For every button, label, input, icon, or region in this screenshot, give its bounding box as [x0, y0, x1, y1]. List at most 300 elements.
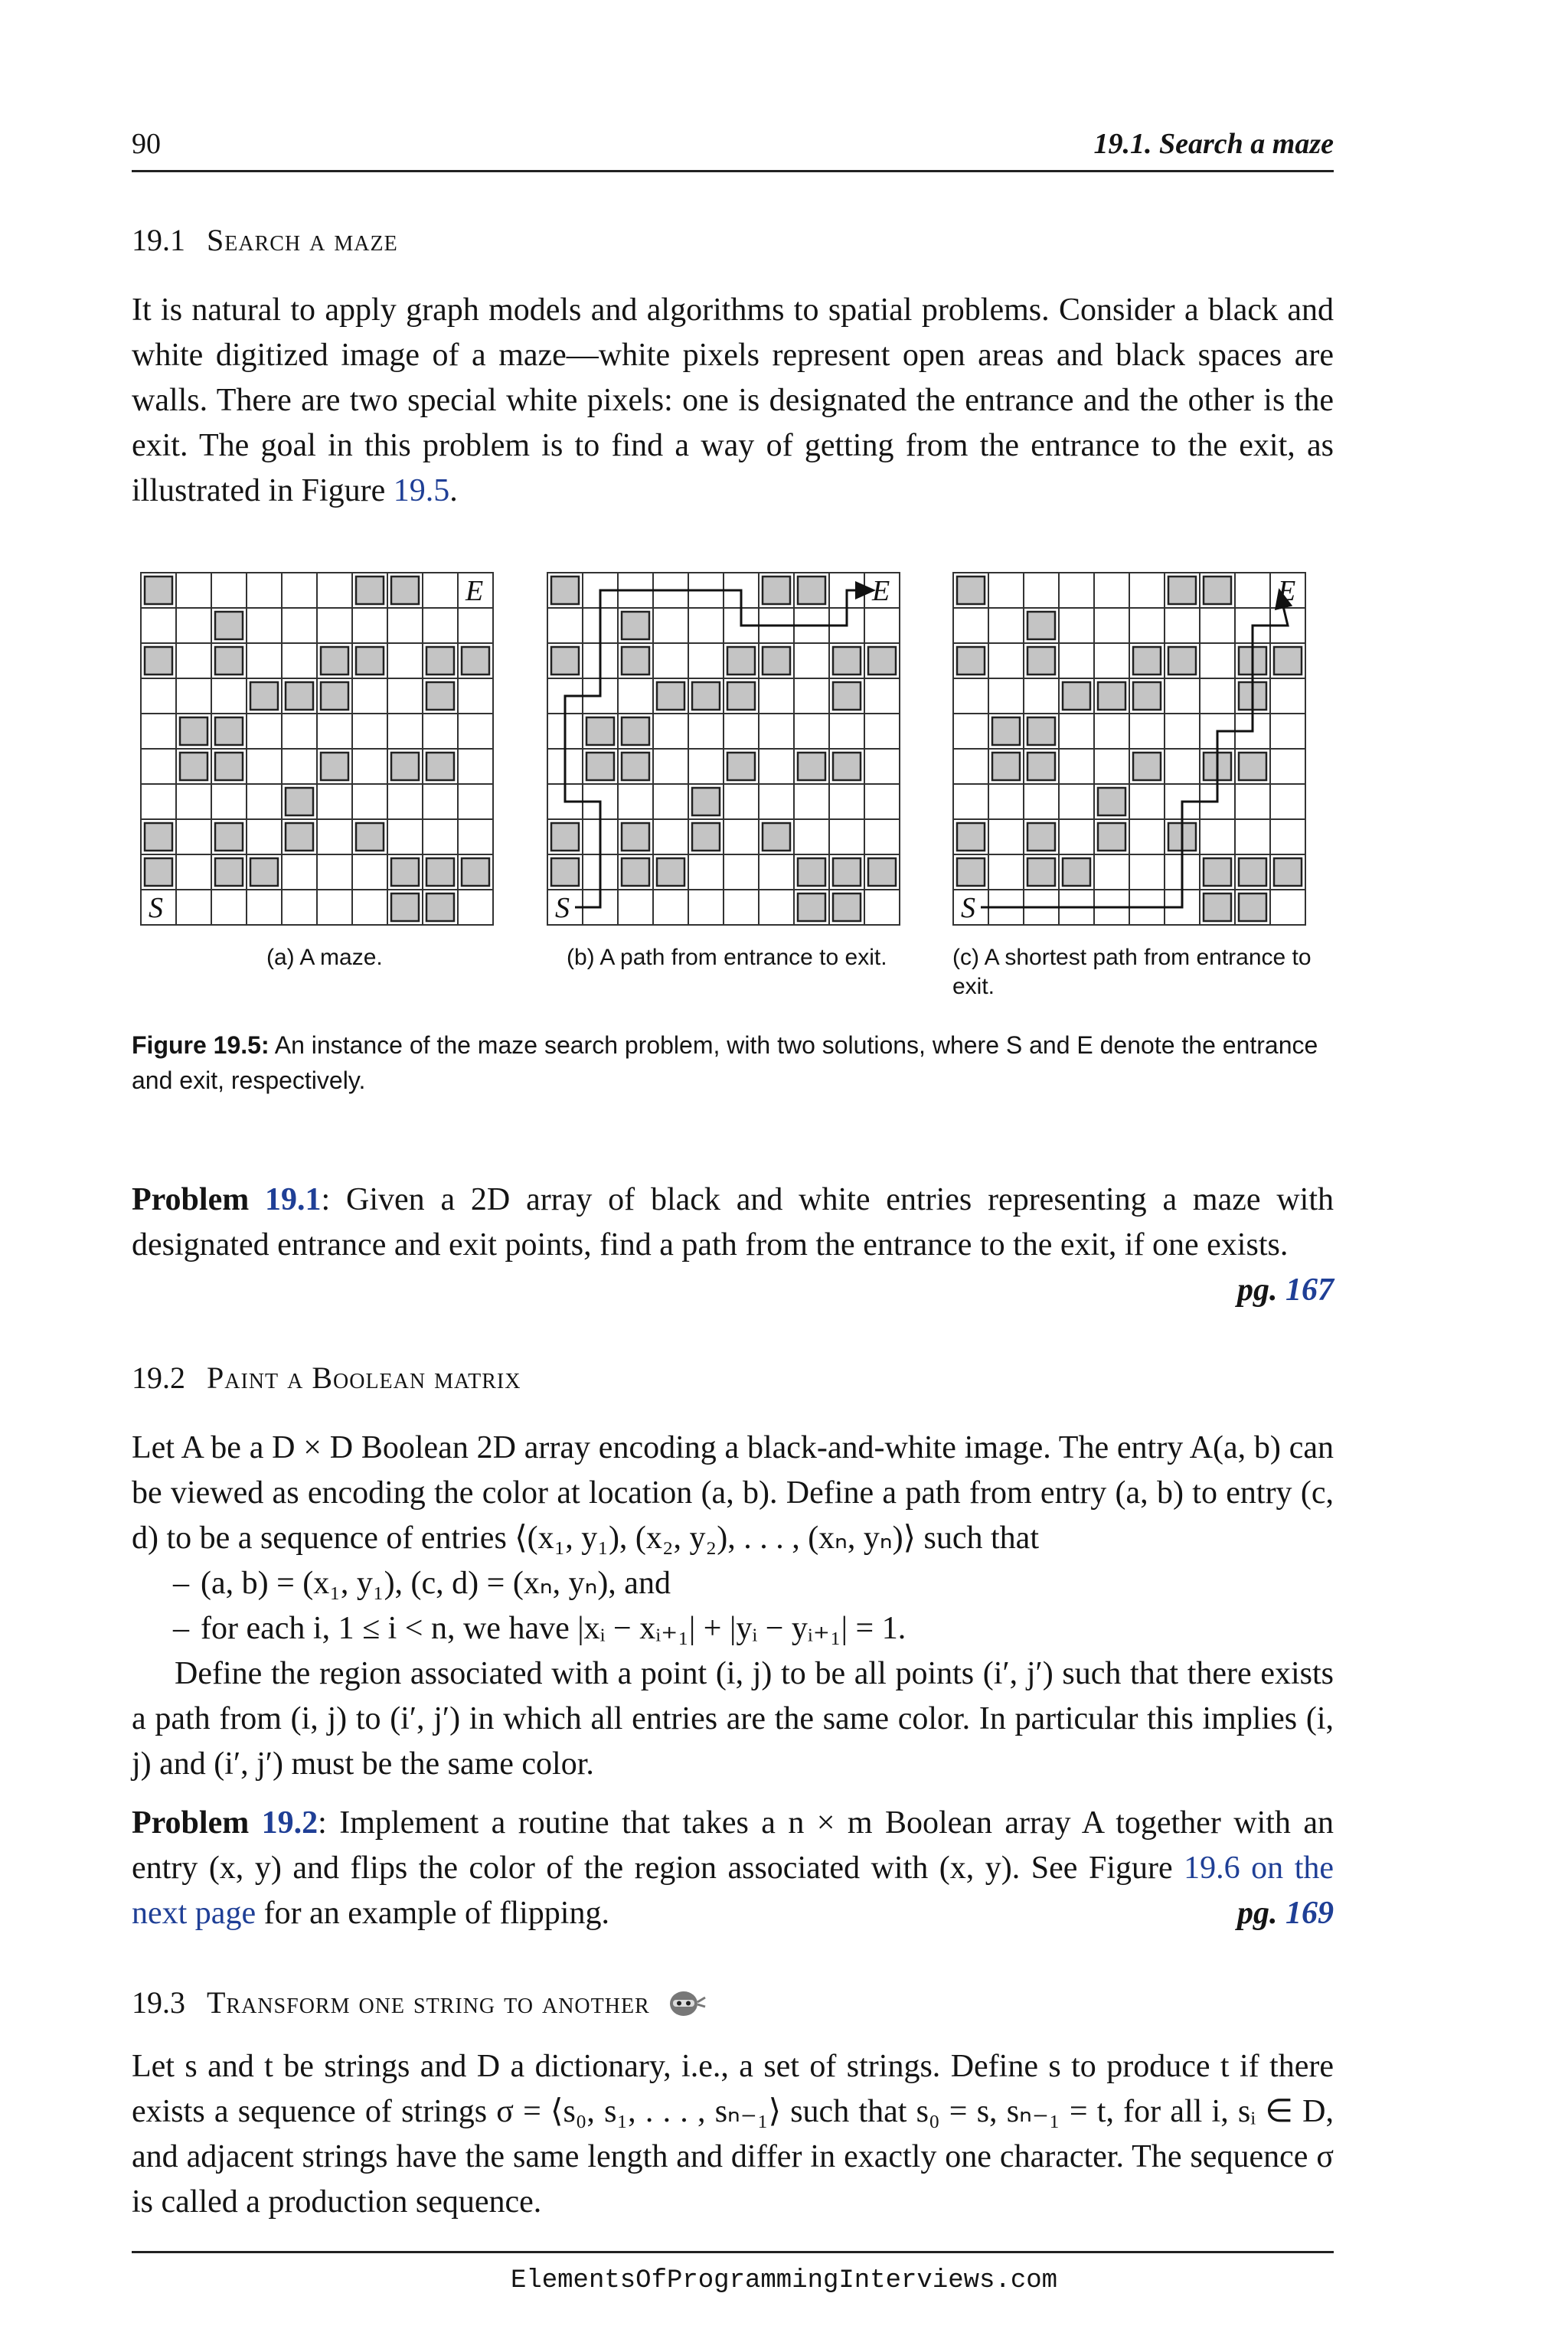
maze-cell [1165, 749, 1200, 784]
maze-wall-cell [833, 647, 861, 675]
maze-wall-cell [763, 577, 790, 604]
maze-wall-cell [727, 753, 755, 780]
maze-cell [864, 784, 900, 819]
figure-caption-text: An instance of the maze search problem, with two solutions, where S and E denote the entrance and exit, respectively. [132, 1031, 1318, 1094]
next-page-link[interactable]: on the next page [132, 1851, 1334, 1931]
maze-cell [724, 714, 759, 749]
maze-wall-cell [622, 823, 649, 851]
maze-cell [1129, 714, 1165, 749]
maze-cell [794, 784, 829, 819]
problem-label: Problem [132, 1182, 250, 1217]
maze-cell [282, 890, 317, 925]
maze-wall-cell [391, 577, 419, 604]
maze-wall-cell [391, 858, 419, 886]
maze-cell [211, 678, 247, 714]
maze-wall-cell [692, 682, 720, 710]
maze-cell [953, 608, 988, 643]
maze-cell [141, 608, 176, 643]
page-169-link[interactable]: 169 [1285, 1896, 1334, 1931]
subcaption-b: (b) A path from entrance to exit. [567, 945, 887, 970]
maze-wall-cell [957, 823, 985, 851]
maze-wall-cell [180, 753, 207, 780]
maze-cell [653, 643, 688, 678]
figure-19-6-link[interactable]: 19.6 [1184, 1851, 1240, 1886]
maze-cell [176, 573, 211, 608]
maze-cell [1270, 678, 1305, 714]
maze-cell [176, 643, 211, 678]
maze-wall-cell [833, 753, 861, 780]
page-ref [1237, 1268, 1334, 1313]
entrance-label: S [149, 892, 163, 924]
maze-cell [317, 573, 352, 608]
maze-wall-cell [286, 682, 313, 710]
maze-cell [547, 608, 583, 643]
maze-cell [724, 890, 759, 925]
maze-cell [618, 678, 653, 714]
maze-wall-cell [1027, 647, 1055, 675]
production-paragraph: Let s and t be strings and D a dictionary, i.e., a set of strings. Define s to produce t if there exists a sequence of strings σ = ⟨s₀, s₁, . . . , sₙ₋₁⟩ such that s₀ = s, sₙ₋₁ = t, for all i, sᵢ ∈ D, and adjacent strings have the same length and differ in exactly one character. The sequence σ is called a production sequence. [132, 2049, 1334, 2220]
maze-cell [1129, 608, 1165, 643]
maze-wall-cell [957, 858, 985, 886]
maze-cell [387, 784, 423, 819]
maze-wall-cell [215, 647, 243, 675]
maze-wall-cell [868, 858, 896, 886]
maze-cell [794, 678, 829, 714]
exit-label: E [1278, 575, 1296, 607]
maze-wall-cell [833, 893, 861, 921]
maze-wall-cell [1027, 753, 1055, 780]
maze-cell [864, 749, 900, 784]
maze-wall-cell [215, 612, 243, 639]
maze-cell [387, 643, 423, 678]
maze-cell [988, 608, 1024, 643]
maze-cell [247, 784, 282, 819]
maze-cell [688, 890, 724, 925]
maze-cell [423, 608, 458, 643]
maze-cell [864, 678, 900, 714]
maze-cell [423, 573, 458, 608]
maze-cell [176, 854, 211, 890]
maze-wall-cell [957, 647, 985, 675]
maze-wall-cell [391, 753, 419, 780]
figure-caption-label: Figure 19.5: [132, 1031, 270, 1059]
maze-cell [282, 749, 317, 784]
maze-cell [317, 784, 352, 819]
maze-cell [794, 819, 829, 854]
maze-cell [247, 714, 282, 749]
maze-cell [1094, 643, 1129, 678]
maze-wall-cell [1239, 858, 1266, 886]
maze-cell [953, 714, 988, 749]
maze-cell [688, 643, 724, 678]
maze-wall-cell [727, 647, 755, 675]
maze-cell [759, 854, 794, 890]
maze-cell [1024, 573, 1059, 608]
maze-wall-cell [215, 823, 243, 851]
maze-cell [352, 749, 387, 784]
maze-wall-cell [763, 823, 790, 851]
maze-cell [141, 784, 176, 819]
maze-cell [988, 678, 1024, 714]
maze-wall-cell [798, 753, 825, 780]
section-heading-19-3 [132, 1984, 707, 2020]
maze-cell [988, 784, 1024, 819]
maze-cell [387, 678, 423, 714]
maze-cell [864, 714, 900, 749]
maze-wall-cell [321, 753, 348, 780]
maze-cell [1129, 854, 1165, 890]
maze-wall-cell [622, 647, 649, 675]
maze-wall-cell [1133, 647, 1161, 675]
maze-cell [953, 749, 988, 784]
maze-cell [653, 890, 688, 925]
figure-19-5 [132, 567, 1334, 965]
maze-wall-cell [727, 682, 755, 710]
maze-cell [282, 714, 317, 749]
maze-cell [1200, 819, 1235, 854]
maze-wall-cell [622, 858, 649, 886]
maze-wall-cell [1098, 788, 1125, 815]
maze-cell [176, 819, 211, 854]
maze-wall-cell [551, 647, 579, 675]
maze-cell [688, 749, 724, 784]
footer-url[interactable]: ElementsOfProgrammingInterviews.com [510, 2266, 1058, 2295]
maze-cell [688, 854, 724, 890]
maze-cell [988, 819, 1024, 854]
page-ref [1237, 1891, 1334, 1936]
maze-cell [1059, 608, 1094, 643]
maze-cell [423, 819, 458, 854]
maze-cell [1024, 784, 1059, 819]
maze-wall-cell [798, 893, 825, 921]
entrance-label: S [555, 892, 570, 924]
maze-cell [282, 573, 317, 608]
maze-cell [1094, 608, 1129, 643]
maze-wall-cell [657, 858, 684, 886]
maze-cell [953, 678, 988, 714]
maze-wall-cell [426, 682, 454, 710]
maze-cell [653, 784, 688, 819]
intro-text: It is natural to apply graph models and algorithms to spatial problems. Consider a black and white digitized image of a maze—white pixels represent open areas and black spaces are walls. There are two special white pixels: one is designated the entrance and the other is the exit. The goal in this problem is to find a way of getting from the entrance to the exit, as illustrated in Figure [132, 292, 1334, 508]
maze-cell [1094, 573, 1129, 608]
maze-wall-cell [551, 577, 579, 604]
maze-wall-cell [1274, 858, 1302, 886]
maze-cell [1059, 643, 1094, 678]
ninja-icon [667, 1988, 707, 2019]
maze-wall-cell [215, 858, 243, 886]
maze-cell [458, 819, 493, 854]
maze-cell [1094, 714, 1129, 749]
section-number: 19.3 [132, 1985, 185, 2020]
maze-wall-cell [462, 858, 489, 886]
region-paragraph: Define the region associated with a point (i, j) to be all points (i′, j′) such that there exists a path from (i, j) to (i′, j′) in which all entries are the same color. In particular this implies (i, j) and (i′, j′) must be the same color. [132, 1656, 1334, 1782]
maze-cell [688, 608, 724, 643]
maze-cell [282, 854, 317, 890]
maze-cell [317, 819, 352, 854]
maze-cell [458, 749, 493, 784]
section-19-1-body [132, 288, 1334, 514]
maze-cell [387, 714, 423, 749]
maze-wall-cell [622, 717, 649, 745]
maze-cell [724, 854, 759, 890]
maze-wall-cell [1063, 682, 1090, 710]
maze-cell [653, 749, 688, 784]
maze-wall-cell [462, 647, 489, 675]
maze-figure [132, 567, 1334, 965]
maze-wall-cell [215, 717, 243, 745]
problem-19-2-text-a: : Implement a routine that takes a n × m Boolean array A together with an entry (x, y) and flips the color of the region associated with (x, y). See Figure [132, 1805, 1334, 1886]
section-19-3-body [132, 2044, 1334, 2225]
maze-cell [618, 784, 653, 819]
maze-cell [247, 819, 282, 854]
exit-label: E [466, 575, 484, 607]
maze-cell [759, 890, 794, 925]
maze-cell [141, 714, 176, 749]
maze-wall-cell [992, 717, 1020, 745]
maze-cell [1129, 784, 1165, 819]
maze-wall-cell [286, 823, 313, 851]
problem-19-2-text-b: for an example of flipping. [256, 1896, 609, 1931]
maze-wall-cell [250, 858, 278, 886]
maze-cell [724, 819, 759, 854]
maze-cell [618, 890, 653, 925]
maze-wall-cell [868, 647, 896, 675]
exit-label: E [872, 575, 890, 607]
maze-cell [352, 714, 387, 749]
maze-cell [176, 678, 211, 714]
intro-text-end: . [449, 473, 458, 508]
page-167-link[interactable]: 167 [1285, 1272, 1334, 1308]
page-ref-label: pg. [1237, 1896, 1278, 1931]
maze-cell [864, 819, 900, 854]
section-title: Paint a Boolean matrix [207, 1361, 521, 1395]
maze-cell [352, 854, 387, 890]
maze-cell [724, 784, 759, 819]
maze-cell [1165, 678, 1200, 714]
problem-19-2-link[interactable]: 19.2 [261, 1805, 318, 1841]
maze-cell [864, 890, 900, 925]
problem-19-1-link[interactable]: 19.1 [265, 1182, 322, 1217]
maze-cell [1200, 608, 1235, 643]
maze-wall-cell [1063, 858, 1090, 886]
maze-cell [247, 643, 282, 678]
maze-wall-cell [426, 753, 454, 780]
maze-wall-cell [356, 647, 384, 675]
maze-cell [247, 608, 282, 643]
maze-wall-cell [1168, 647, 1196, 675]
maze-cell [1094, 749, 1129, 784]
maze-cell [653, 819, 688, 854]
maze-cell [829, 714, 864, 749]
maze-cell [1270, 784, 1305, 819]
maze-wall-cell [1274, 647, 1302, 675]
maze-cell [458, 784, 493, 819]
maze-wall-cell [215, 753, 243, 780]
maze-cell [1235, 784, 1270, 819]
maze-wall-cell [551, 858, 579, 886]
maze-cell [1165, 608, 1200, 643]
problem-19-2 [132, 1801, 1334, 1936]
maze-cell [759, 749, 794, 784]
maze-cell [759, 678, 794, 714]
figure-caption [132, 1027, 1334, 1098]
maze-cell [387, 608, 423, 643]
figure-19-5-link[interactable]: 19.5 [393, 473, 450, 508]
maze-cell [141, 678, 176, 714]
maze-cell [1270, 819, 1305, 854]
list-item: – (a, b) = (x₁, y₁), (c, d) = (xₙ, yₙ), and [132, 1561, 1334, 1606]
section-19-2-body [132, 1426, 1334, 1787]
maze-wall-cell [1239, 753, 1266, 780]
maze-cell [1129, 573, 1165, 608]
maze-cell [1024, 678, 1059, 714]
maze-wall-cell [356, 577, 384, 604]
maze-cell [458, 714, 493, 749]
running-title: 19.1. Search a maze [1093, 128, 1334, 160]
maze-cell [1059, 749, 1094, 784]
maze-wall-cell [286, 788, 313, 815]
maze-cell [829, 784, 864, 819]
maze-cell [1235, 819, 1270, 854]
maze-cell [1200, 678, 1235, 714]
maze-wall-cell [321, 647, 348, 675]
maze-cell [1270, 749, 1305, 784]
maze-cell [653, 608, 688, 643]
problem-label: Problem [132, 1805, 250, 1841]
maze-wall-cell [426, 893, 454, 921]
section-number: 19.1 [132, 223, 185, 257]
maze-cell [1059, 819, 1094, 854]
maze-cell [141, 749, 176, 784]
maze-wall-cell [356, 823, 384, 851]
maze-cell [1059, 784, 1094, 819]
maze-wall-cell [763, 647, 790, 675]
maze-cell [653, 714, 688, 749]
maze-cell [458, 890, 493, 925]
page-ref-label: pg. [1237, 1272, 1278, 1308]
maze-cell [1165, 714, 1200, 749]
maze-wall-cell [586, 753, 614, 780]
maze-wall-cell [1027, 612, 1055, 639]
maze-wall-cell [1168, 577, 1196, 604]
maze-wall-cell [145, 647, 172, 675]
maze-cell [317, 608, 352, 643]
entrance-label: S [961, 892, 975, 924]
maze-wall-cell [957, 577, 985, 604]
maze-wall-cell [145, 858, 172, 886]
maze-cell [423, 714, 458, 749]
section-title: Search a maze [207, 223, 398, 257]
maze-wall-cell [1027, 717, 1055, 745]
maze-wall-cell [1204, 893, 1231, 921]
maze-cell [953, 784, 988, 819]
maze-cell [387, 819, 423, 854]
maze-cell [352, 678, 387, 714]
maze-wall-cell [692, 823, 720, 851]
maze-wall-cell [798, 577, 825, 604]
page-number: 90 [132, 128, 161, 160]
maze-cell [1059, 714, 1094, 749]
maze-wall-cell [992, 753, 1020, 780]
maze-cell [864, 608, 900, 643]
maze-wall-cell [586, 717, 614, 745]
maze-wall-cell [426, 647, 454, 675]
maze-cell [1235, 573, 1270, 608]
maze-wall-cell [145, 823, 172, 851]
maze-wall-cell [692, 788, 720, 815]
maze-cell [352, 890, 387, 925]
maze-cell [247, 749, 282, 784]
maze-wall-cell [180, 717, 207, 745]
maze-cell [988, 573, 1024, 608]
maze-cell [794, 643, 829, 678]
section-number: 19.2 [132, 1361, 185, 1395]
maze-cell [1059, 573, 1094, 608]
maze-wall-cell [426, 858, 454, 886]
maze-cell [352, 784, 387, 819]
footer-rule [132, 2251, 1334, 2253]
maze-cell [317, 890, 352, 925]
maze-cell [282, 608, 317, 643]
maze-cell [829, 819, 864, 854]
maze-wall-cell [622, 753, 649, 780]
maze-wall-cell [321, 682, 348, 710]
maze-cell [211, 573, 247, 608]
maze-wall-cell [1027, 858, 1055, 886]
maze-cell [247, 573, 282, 608]
maze-wall-cell [551, 823, 579, 851]
maze-cell [759, 784, 794, 819]
maze-cell [317, 714, 352, 749]
maze-cell [759, 714, 794, 749]
maze-wall-cell [833, 682, 861, 710]
subcaption-a: (a) A maze. [266, 945, 383, 970]
maze-cell [423, 784, 458, 819]
maze-wall-cell [1133, 753, 1161, 780]
maze-cell [988, 854, 1024, 890]
maze-cell [176, 608, 211, 643]
maze-cell [211, 890, 247, 925]
maze-cell [282, 643, 317, 678]
maze-cell [176, 784, 211, 819]
section-heading-19-2 [132, 1360, 521, 1396]
maze-wall-cell [1133, 682, 1161, 710]
maze-wall-cell [657, 682, 684, 710]
maze-wall-cell [1239, 893, 1266, 921]
maze-wall-cell [250, 682, 278, 710]
maze-cell [1200, 643, 1235, 678]
maze-cell [1129, 819, 1165, 854]
section-heading-19-1 [132, 222, 398, 258]
maze-cell [352, 608, 387, 643]
maze-cell [794, 714, 829, 749]
subcaption-c: (c) A shortest path from entrance to exit. [952, 945, 1312, 999]
maze-wall-cell [1204, 858, 1231, 886]
maze-wall-cell [833, 858, 861, 886]
maze-cell [458, 678, 493, 714]
running-header [132, 127, 1334, 172]
problem-19-1 [132, 1178, 1334, 1313]
maze-wall-cell [1027, 823, 1055, 851]
maze-wall-cell [1098, 682, 1125, 710]
maze-cell [247, 890, 282, 925]
definition-paragraph: Let A be a D × D Boolean 2D array encoding a black-and-white image. The entry A(a, b) can be viewed as encoding the color at location (a, b). Define a path from entry (a, b) to entry (c, d) to be a sequence of entries ⟨(x₁, y₁), (x₂, y₂), . . . , (xₙ, yₙ)⟩ such that [132, 1430, 1334, 1556]
maze-cell [988, 643, 1024, 678]
maze-wall-cell [622, 612, 649, 639]
maze-cell [211, 784, 247, 819]
maze-wall-cell [1098, 823, 1125, 851]
maze-cell [1270, 714, 1305, 749]
